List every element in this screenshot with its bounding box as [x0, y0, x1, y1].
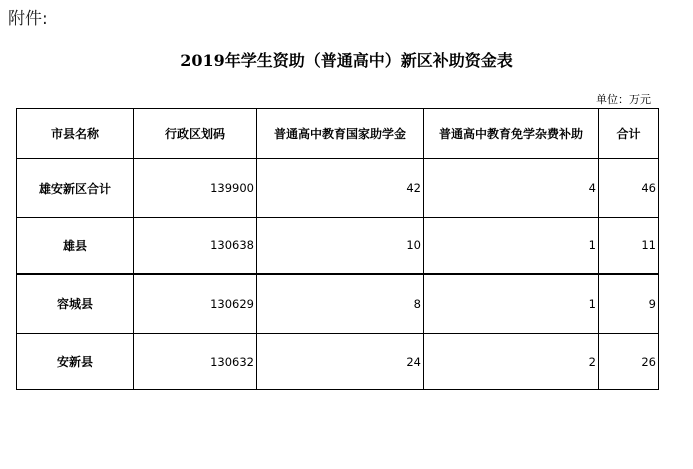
table-header-row — [17, 109, 659, 159]
total-cell: 11 — [599, 218, 659, 274]
admin-code-cell: 139900 — [134, 159, 257, 218]
unit-label: 单位：万元 — [596, 93, 651, 106]
table-row — [17, 218, 659, 274]
table-row — [17, 159, 659, 218]
column-header-national-grant: 普通高中教育国家助学金 — [257, 109, 424, 159]
document-title: 2019年学生资助（普通高中）新区补助资金表 — [180, 51, 513, 70]
column-header-tuition-waiver: 普通高中教育免学杂费补助 — [424, 109, 599, 159]
column-header-county-name: 市县名称 — [17, 109, 134, 159]
subsidy-table — [16, 108, 659, 390]
national-grant-cell: 24 — [257, 334, 424, 390]
tuition-waiver-cell: 1 — [424, 274, 599, 334]
table-row — [17, 334, 659, 390]
tuition-waiver-cell: 4 — [424, 159, 599, 218]
admin-code-cell: 130629 — [134, 274, 257, 334]
tuition-waiver-cell: 1 — [424, 218, 599, 274]
total-cell: 46 — [599, 159, 659, 218]
tuition-waiver-cell: 2 — [424, 334, 599, 390]
county-name-cell: 安新县 — [17, 334, 134, 390]
national-grant-cell: 8 — [257, 274, 424, 334]
admin-code-cell: 130638 — [134, 218, 257, 274]
table-row — [17, 274, 659, 334]
total-cell: 9 — [599, 274, 659, 334]
total-cell: 26 — [599, 334, 659, 390]
national-grant-cell: 42 — [257, 159, 424, 218]
column-header-admin-code: 行政区划码 — [134, 109, 257, 159]
county-name-cell: 容城县 — [17, 274, 134, 334]
national-grant-cell: 10 — [257, 218, 424, 274]
admin-code-cell: 130632 — [134, 334, 257, 390]
county-name-cell: 雄县 — [17, 218, 134, 274]
column-header-total: 合计 — [599, 109, 659, 159]
county-name-cell: 雄安新区合计 — [17, 159, 134, 218]
attachment-label: 附件: — [8, 9, 48, 29]
